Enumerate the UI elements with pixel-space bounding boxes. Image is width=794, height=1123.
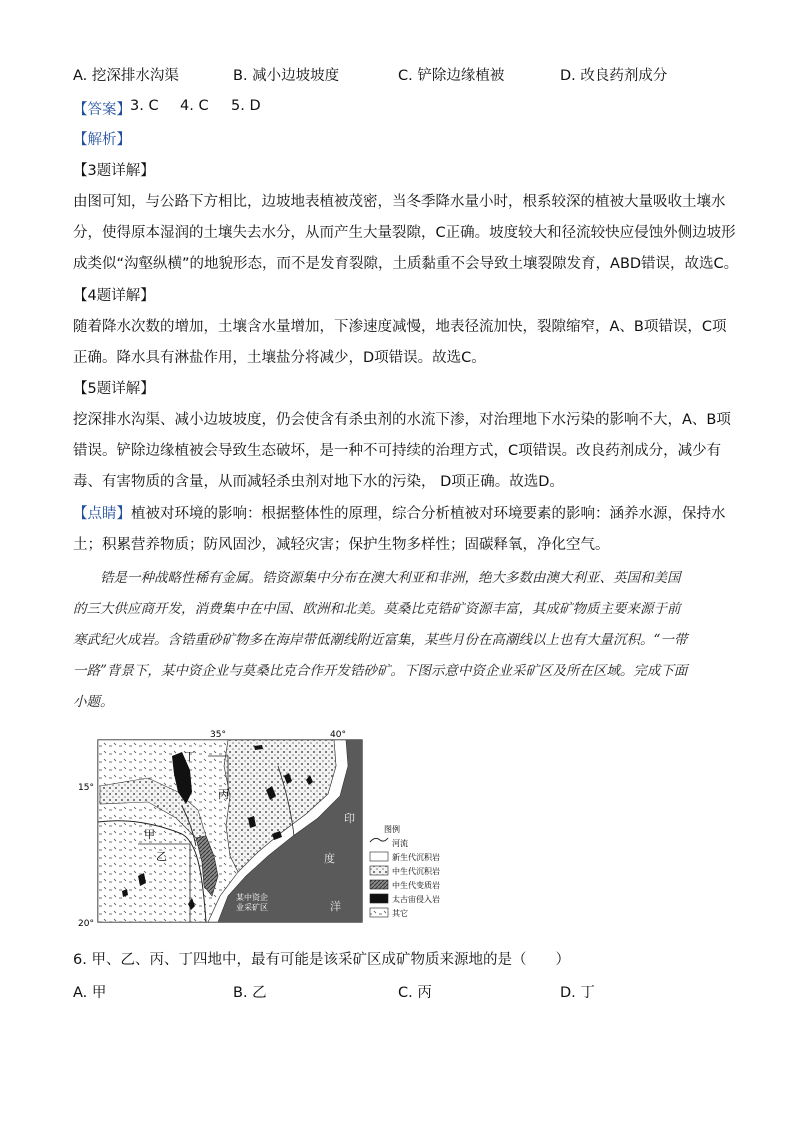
q5-line: 错误。铲除边缘植被会导致生态破坏，是一种不可持续的治理方式，C项错误。改良药剂成分，减少有 xyxy=(73,443,722,459)
tip-line-1 xyxy=(73,504,726,524)
legend-swatch-intrusive xyxy=(370,894,388,903)
option-d: D. 改良药剂成分 xyxy=(560,68,668,84)
legend-label: 太古宙侵入岩 xyxy=(392,895,440,904)
q4-line: 随着降水次数的增加，土壤含水量增加，下渗速度减慢，地表径流加快，裂隙缩窄，A、B项错误，C项 xyxy=(73,319,727,335)
answer-label: 【答案】 xyxy=(73,102,131,118)
q5-title: 【5题详解】 xyxy=(73,381,155,397)
q6-option-c: C. 丙 xyxy=(398,985,432,1001)
legend-label: 中生代变质岩 xyxy=(392,881,440,890)
option-a: A. 挖深排水沟渠 xyxy=(73,68,179,84)
lat-label: 20° xyxy=(78,919,94,929)
map-legend xyxy=(370,824,440,918)
lon-label: 40° xyxy=(330,730,346,740)
q4-title: 【4题详解】 xyxy=(73,288,155,304)
place-jia: 甲 xyxy=(144,828,155,841)
analysis-label: 【解析】 xyxy=(73,132,131,148)
q3-title: 【3题详解】 xyxy=(73,163,155,179)
mining-area-map xyxy=(78,726,478,931)
q5-line: 毒、有害物质的含量，从而减轻杀虫剂对地下水的污染， D项正确。故选D。 xyxy=(73,474,564,490)
passage-line: 小题。 xyxy=(73,694,114,710)
q3-line: 分，使得原本湿润的土壤失去水分，从而产生大量裂隙，C正确。坡度较大和径流较快应侵蚀外侧边坡形 xyxy=(73,225,736,241)
legend-swatch-river xyxy=(370,838,388,842)
ocean-label: 印 xyxy=(344,812,355,825)
legend-label: 河流 xyxy=(392,839,408,848)
q3-line: 成类似“沟壑纵横”的地貌形态，而不是发育裂隙，土质黏重不会导致土壤裂隙发育，ABD错误，故选C。 xyxy=(73,256,739,272)
passage-line: 的三大供应商开发，消费集中在中国、欧洲和北美。莫桑比克锆矿资源丰富，其成矿物质主要来源于前 xyxy=(73,601,681,617)
q6-option-b: B. 乙 xyxy=(233,985,267,1001)
answer-item: 3. C xyxy=(130,98,159,114)
q4-line: 正确。降水具有淋盐作用，土壤盐分将减少，D项错误。故选C。 xyxy=(73,350,486,366)
mine-area-label: 业采矿区 xyxy=(236,903,268,912)
q6-question: 6. 甲、乙、丙、丁四地中，最有可能是该采矿区成矿物质来源地的是（ ） xyxy=(73,952,570,968)
q6-option-d: D. 丁 xyxy=(560,985,595,1001)
lon-label: 35° xyxy=(210,730,226,740)
passage-line: 一路”背景下，某中资企业与莫桑比克合作开发锆砂矿。下图示意中资企业采矿区及所在区域。完成下面 xyxy=(73,663,688,679)
tip-line: 土；积累营养物质；防风固沙，减轻灾害；保护生物多样性；固碳释氧，净化空气。 xyxy=(73,537,610,553)
tip-label: 【点睛】 xyxy=(73,506,131,522)
answer-item: 4. C xyxy=(180,98,209,114)
passage-line: 锆是一种战略性稀有金属。锆资源集中分布在澳大利亚和非洲，绝大多数由澳大利亚、英国和美国 xyxy=(73,570,681,586)
option-b: B. 减小边坡坡度 xyxy=(233,68,340,84)
place-ding: 丁 xyxy=(184,750,195,763)
ocean-label: 度 xyxy=(324,852,335,865)
place-bing: 丙 xyxy=(218,788,229,801)
q6-option-a: A. 甲 xyxy=(73,985,107,1001)
legend-label: 其它 xyxy=(392,909,408,918)
legend-label: 中生代沉积岩 xyxy=(392,867,440,876)
mine-area-label: 某中资企 xyxy=(236,893,268,902)
q3-line: 由图可知，与公路下方相比，边坡地表植被茂密，当冬季降水量小时，根系较深的植被大量吸收土壤水 xyxy=(73,194,726,210)
legend-swatch-mesozoic-sed xyxy=(370,866,388,875)
legend-label: 新生代沉积岩 xyxy=(392,853,440,862)
lat-label: 15° xyxy=(78,783,94,793)
option-c: C. 铲除边缘植被 xyxy=(398,68,505,84)
passage-line: 寒武纪火成岩。含锆重砂矿物多在海岸带低潮线附近富集，某些月份在高潮线以上也有大量沉积。“一带 xyxy=(73,632,688,648)
other-land xyxy=(98,740,238,922)
legend-swatch-metamorphic xyxy=(370,880,388,889)
answer-item: 5. D xyxy=(231,98,261,114)
ocean-label: 洋 xyxy=(330,900,341,913)
q5-line: 挖深排水沟渠、减小边坡坡度，仍会使含有杀虫剂的水流下渗，对治理地下水污染的影响不大，A、B项 xyxy=(73,412,731,428)
tip-text: 植被对环境的影响：根据整体性的原理，综合分析植被对环境要素的影响：涵养水源，保持水 xyxy=(131,506,726,522)
legend-title: 图例 xyxy=(384,825,400,834)
legend-swatch-cenozoic xyxy=(370,852,388,861)
place-yi: 乙 xyxy=(156,850,167,863)
legend-swatch-other xyxy=(370,908,388,917)
